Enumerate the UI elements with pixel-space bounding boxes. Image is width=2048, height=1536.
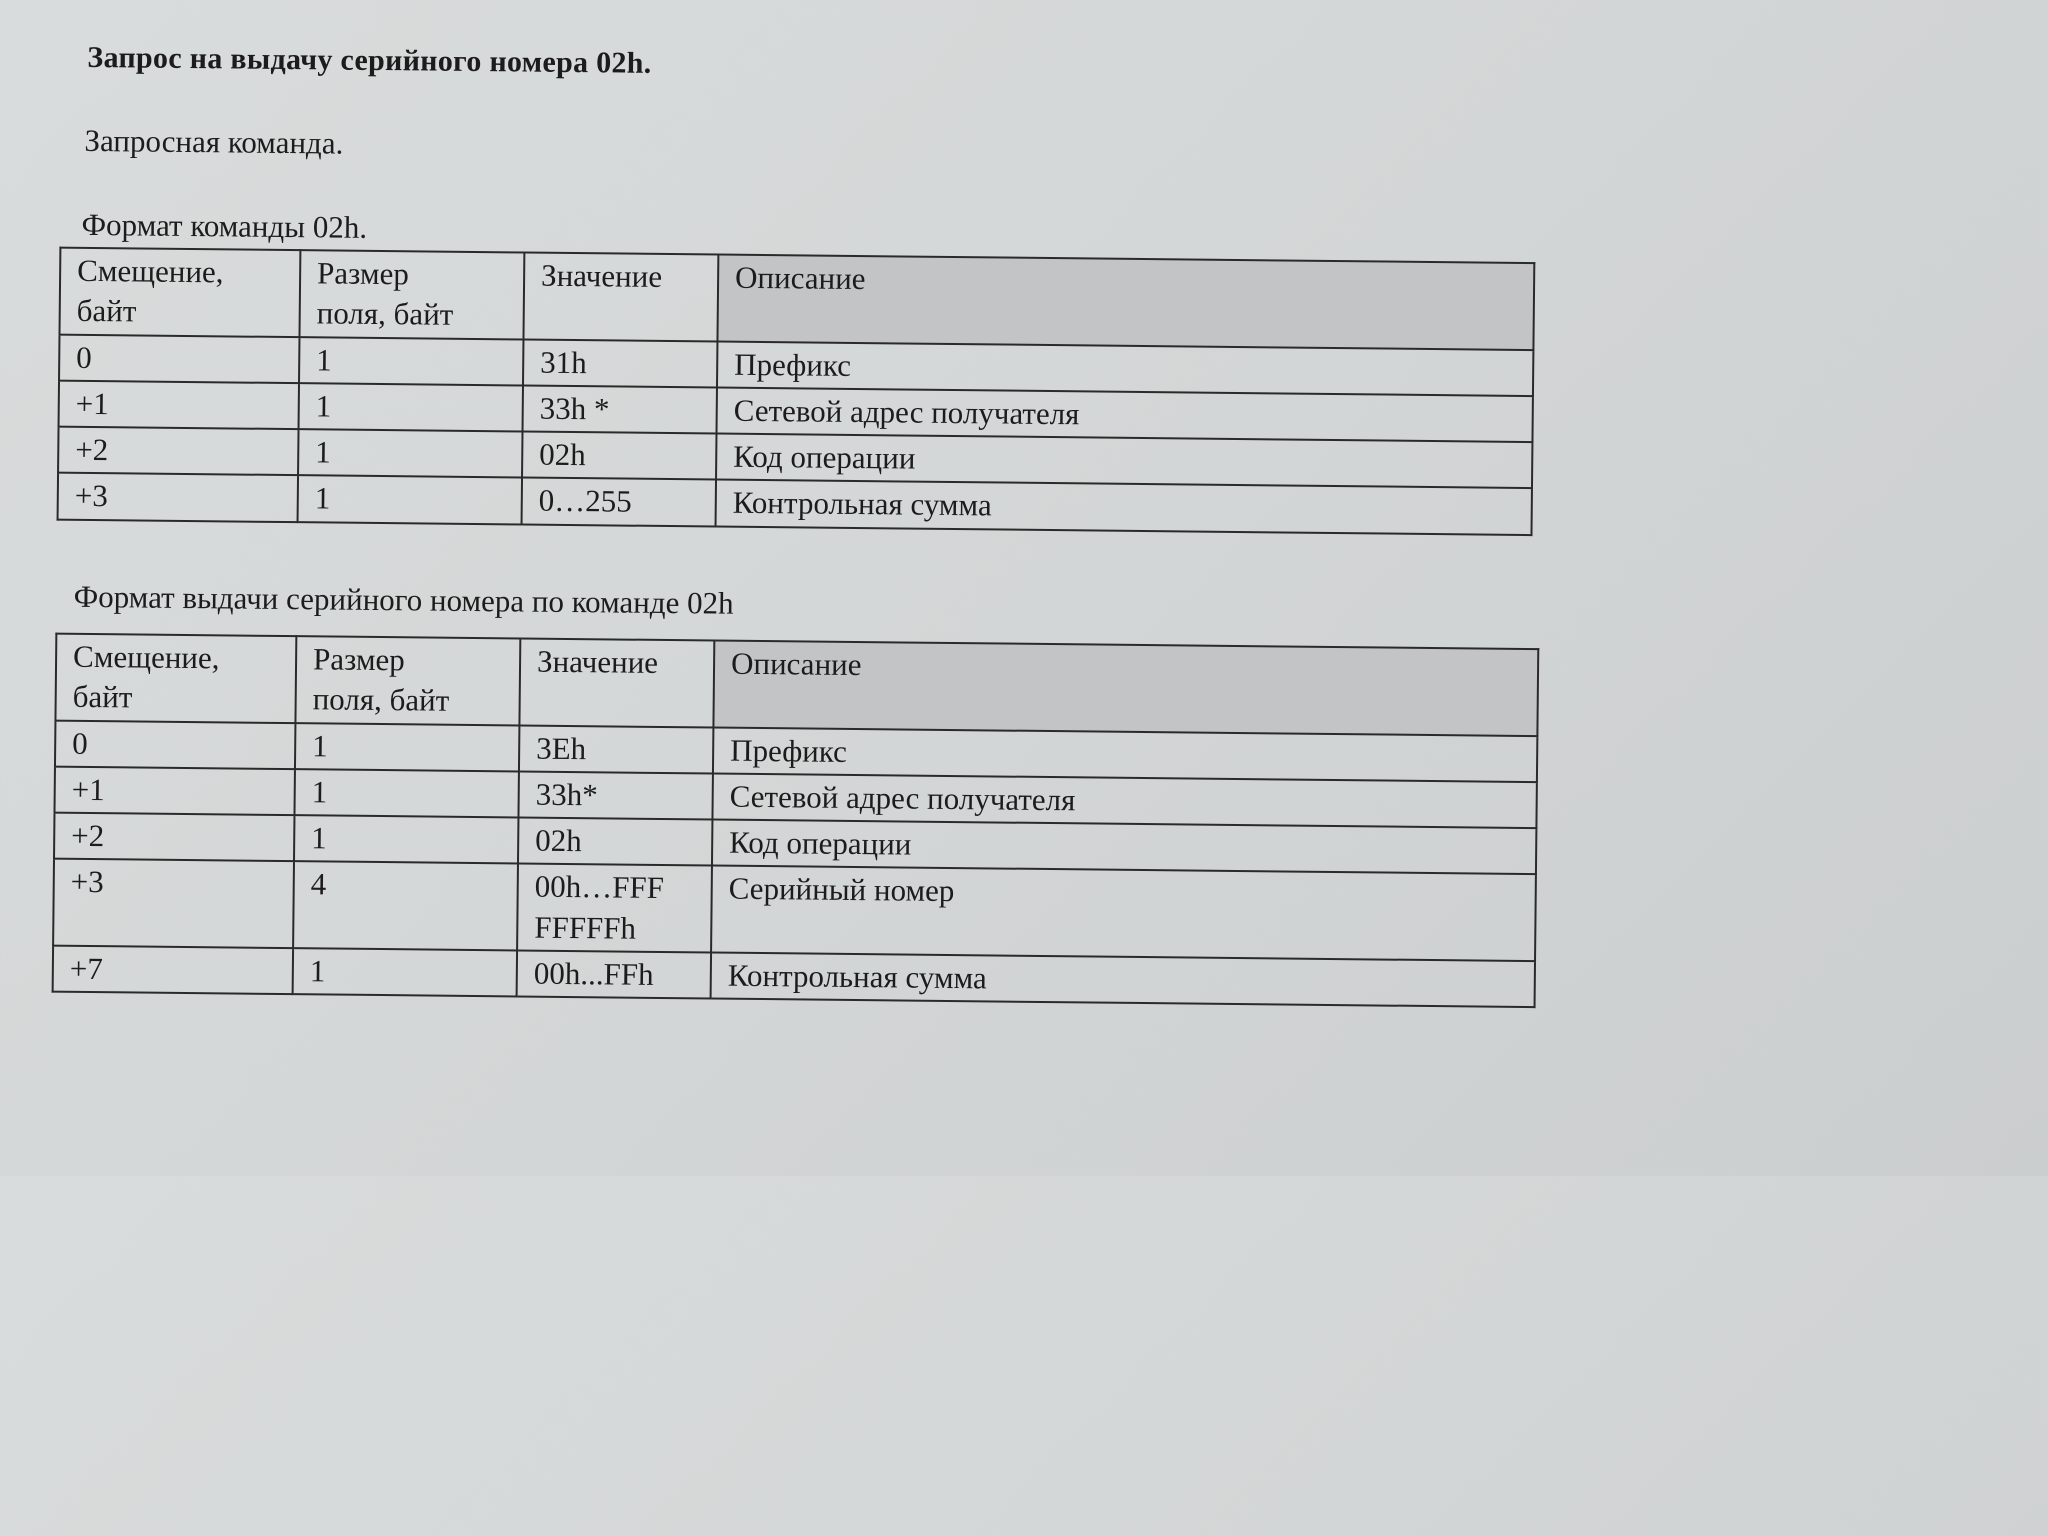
table-header-row <box>60 248 1535 350</box>
cell-value: 3Eh <box>519 725 713 773</box>
cell-size: 1 <box>295 723 519 772</box>
cell-value: 33h* <box>518 771 712 819</box>
header-size: Размер поля, байт <box>299 250 524 339</box>
cell-size: 4 <box>293 862 518 951</box>
header-description: Описание <box>713 641 1538 736</box>
header-size: Размер поля, байт <box>295 636 520 725</box>
header-description: Описание <box>717 255 1534 350</box>
cell-size: 1 <box>299 383 523 432</box>
cell-description: Код операции <box>716 434 1532 489</box>
command-format-table <box>57 247 1536 536</box>
cell-description: Сетевой адрес получателя <box>712 773 1536 828</box>
cell-description: Префикс <box>717 341 1533 396</box>
table1-caption: Формат команды 02h. <box>81 206 368 245</box>
header-offset: Смещение, байт <box>60 248 301 337</box>
cell-description: Сетевой адрес получателя <box>716 387 1532 442</box>
intro-text: Запросная команда. <box>84 122 344 161</box>
cell-description: Код операции <box>712 820 1536 875</box>
cell-offset: +1 <box>54 767 294 816</box>
cell-size: 1 <box>293 948 517 997</box>
cell-offset: 0 <box>55 720 295 769</box>
cell-description: Контрольная сумма <box>716 480 1532 535</box>
cell-value: 02h <box>518 818 712 866</box>
header-offset: Смещение, байт <box>55 634 296 723</box>
cell-offset: +3 <box>53 859 294 948</box>
cell-offset: +3 <box>58 473 298 522</box>
cell-size: 1 <box>299 337 523 386</box>
cell-offset: +1 <box>59 381 299 430</box>
cell-description: Префикс <box>713 727 1537 782</box>
cell-offset: +2 <box>54 813 294 862</box>
cell-value: 00h…FFF FFFFFh <box>517 864 712 953</box>
cell-offset: +2 <box>58 427 298 476</box>
cell-value: 31h <box>523 339 717 387</box>
cell-size: 1 <box>294 815 518 864</box>
cell-size: 1 <box>298 476 522 525</box>
cell-size: 1 <box>298 429 522 478</box>
cell-offset: 0 <box>59 334 299 383</box>
table-row <box>53 859 1536 961</box>
cell-value: 0…255 <box>522 478 716 526</box>
cell-description: Контрольная сумма <box>711 953 1535 1008</box>
header-value: Значение <box>523 253 718 342</box>
cell-value: 33h * <box>523 385 717 433</box>
header-value: Значение <box>519 638 714 727</box>
table2-caption: Формат выдачи серийного номера по команде 02h <box>73 578 734 621</box>
cell-value: 02h <box>522 432 716 480</box>
cell-offset: +7 <box>53 946 293 995</box>
document-title: Запрос на выдачу серийного номера 02h. <box>87 40 652 80</box>
serial-response-format-table <box>52 633 1540 1009</box>
cell-value: 00h...FFh <box>517 951 711 999</box>
cell-description: Серийный номер <box>711 866 1536 961</box>
table-header-row <box>55 634 1538 736</box>
cell-size: 1 <box>294 769 518 818</box>
